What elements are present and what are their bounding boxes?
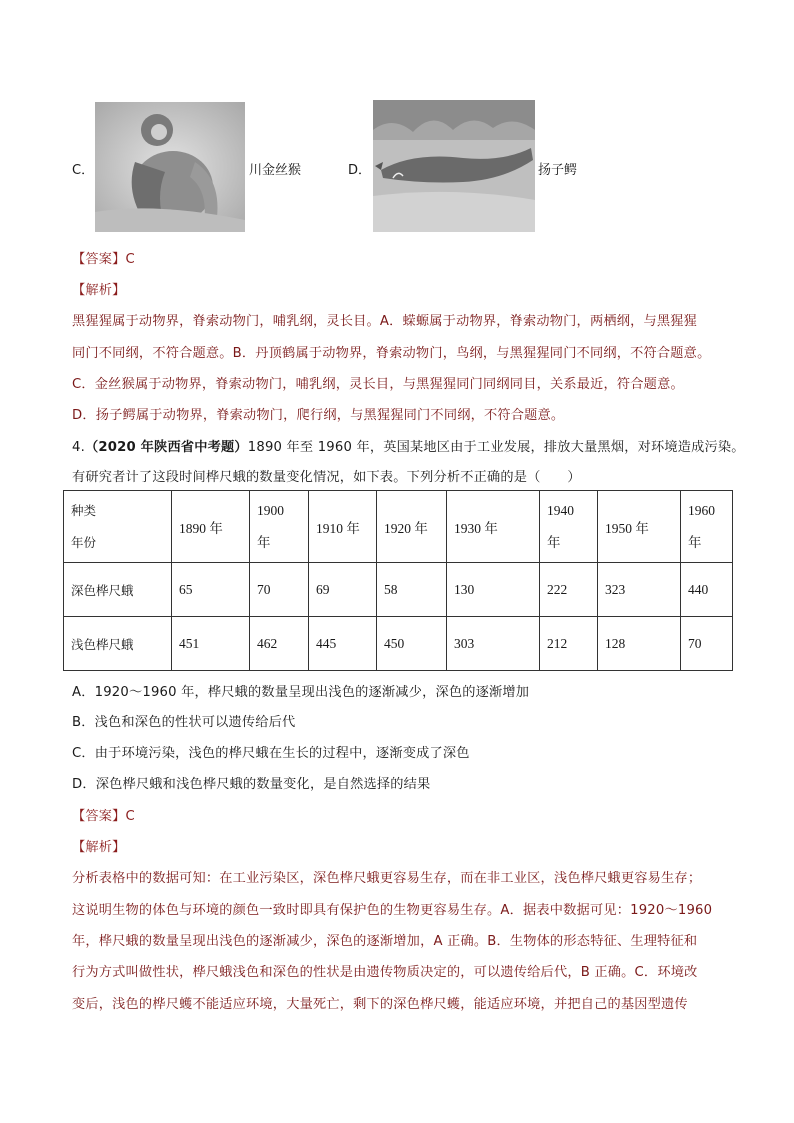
table-header-row — [64, 491, 733, 563]
option-c-letter: C． — [72, 163, 95, 178]
option-c: C．由于环境污染，浅色的桦尺蛾在生长的过程中，逐渐变成了深色 — [72, 746, 470, 761]
moth-population-table — [63, 490, 733, 671]
table-cell: 222 — [540, 563, 598, 617]
q3-analysis-line: D．扬子鳄属于动物界，脊索动物门，爬行纲，与黑猩猩同门不同纲，不符合题意。 — [72, 408, 565, 423]
corner-top-label: 种类 — [71, 502, 97, 518]
table-cell: 58 — [377, 563, 447, 617]
q3-analysis-line: C．金丝猴属于动物界，脊索动物门，哺乳纲，灵长目，与黑猩猩同门同纲同目，关系最近，符合题意。 — [72, 377, 684, 392]
table-corner-cell — [64, 491, 172, 563]
golden-monkey-photo — [95, 102, 245, 232]
option-b: B．浅色和深色的性状可以遗传给后代 — [72, 715, 296, 730]
table-row — [64, 563, 733, 617]
table-cell: 212 — [540, 617, 598, 671]
year-header: 1960 年 — [681, 491, 733, 563]
year-header: 1910 年 — [309, 491, 377, 563]
q4-analysis-line: 这说明生物的体色与环境的颜色一致时即具有保护色的生物更容易生存。A．据表中数据可见：1920～1960 — [72, 903, 713, 918]
table-cell: 130 — [447, 563, 540, 617]
table-cell: 323 — [598, 563, 681, 617]
table-cell: 69 — [309, 563, 377, 617]
year-header: 1940 年 — [540, 491, 598, 563]
table-cell: 451 — [172, 617, 250, 671]
option-a: A．1920～1960 年，桦尺蛾的数量呈现出浅色的逐渐减少，深色的逐渐增加 — [72, 685, 530, 700]
q4-analysis-line: 分析表格中的数据可知：在工业污染区，深色桦尺蛾更容易生存，而在非工业区，浅色桦尺蛾更容易生存； — [72, 871, 702, 886]
option-d-caption: 扬子鳄 — [538, 163, 578, 178]
option-d: D．深色桦尺蛾和浅色桦尺蛾的数量变化，是自然选择的结果 — [72, 777, 431, 792]
year-header: 1950 年 — [598, 491, 681, 563]
q4-analysis-label: 【解析】 — [72, 840, 126, 855]
q4-analysis-line: 年，桦尺蛾的数量呈现出浅色的逐渐减少，深色的逐渐增加，A 正确。B．生物体的形态特征、生理特征和 — [72, 934, 698, 949]
table-cell: 70 — [250, 563, 309, 617]
question-number: 4. — [72, 440, 85, 455]
question-4-stem — [72, 436, 745, 455]
table-cell: 445 — [309, 617, 377, 671]
question-stem-line2: 有研究者计了这段时间桦尺蛾的数量变化情况，如下表。下列分析不正确的是（ ） — [72, 470, 581, 485]
table-cell: 462 — [250, 617, 309, 671]
q3-answer: 【答案】C — [72, 252, 135, 267]
q3-analysis-label: 【解析】 — [72, 283, 126, 298]
year-header: 1920 年 — [377, 491, 447, 563]
q4-analysis-line: 变后，浅色的桦尺蠖不能适应环境，大量死亡，剩下的深色桦尺蠖，能适应环境，并把自己的基因型遗传 — [72, 997, 688, 1012]
year-header: 1900 年 — [250, 491, 309, 563]
row-label: 浅色桦尺蛾 — [64, 617, 172, 671]
table-cell: 128 — [598, 617, 681, 671]
alligator-photo — [373, 100, 535, 232]
question-source: （2020 年陕西省中考题） — [84, 440, 248, 455]
corner-bottom-label: 年份 — [71, 534, 97, 550]
year-header: 1890 年 — [172, 491, 250, 563]
question-stem-line1: 1890 年至 1960 年，英国某地区由于工业发展，排放大量黑烟，对环境造成污染。 — [247, 440, 745, 455]
q4-answer: 【答案】C — [72, 809, 135, 824]
table-cell: 440 — [681, 563, 733, 617]
option-d-letter: D． — [348, 163, 372, 178]
q3-analysis-line: 黑猩猩属于动物界，脊索动物门，哺乳纲，灵长目。A．蝾螈属于动物界，脊索动物门，两栖纲，与黑猩猩 — [72, 314, 698, 329]
year-header: 1930 年 — [447, 491, 540, 563]
table-cell: 65 — [172, 563, 250, 617]
q3-analysis-line: 同门不同纲，不符合题意。B．丹顶鹤属于动物界，脊索动物门，鸟纲，与黑猩猩同门不同纲，不符合题意。 — [72, 346, 711, 361]
row-label: 深色桦尺蛾 — [64, 563, 172, 617]
table-cell: 450 — [377, 617, 447, 671]
q4-analysis-line: 行为方式叫做性状，桦尺蛾浅色和深色的性状是由遗传物质决定的，可以遗传给后代，B 正确。C．环境改 — [72, 965, 698, 980]
table-cell: 303 — [447, 617, 540, 671]
option-c-caption: 川金丝猴 — [249, 163, 302, 178]
table-cell: 70 — [681, 617, 733, 671]
table-row — [64, 617, 733, 671]
